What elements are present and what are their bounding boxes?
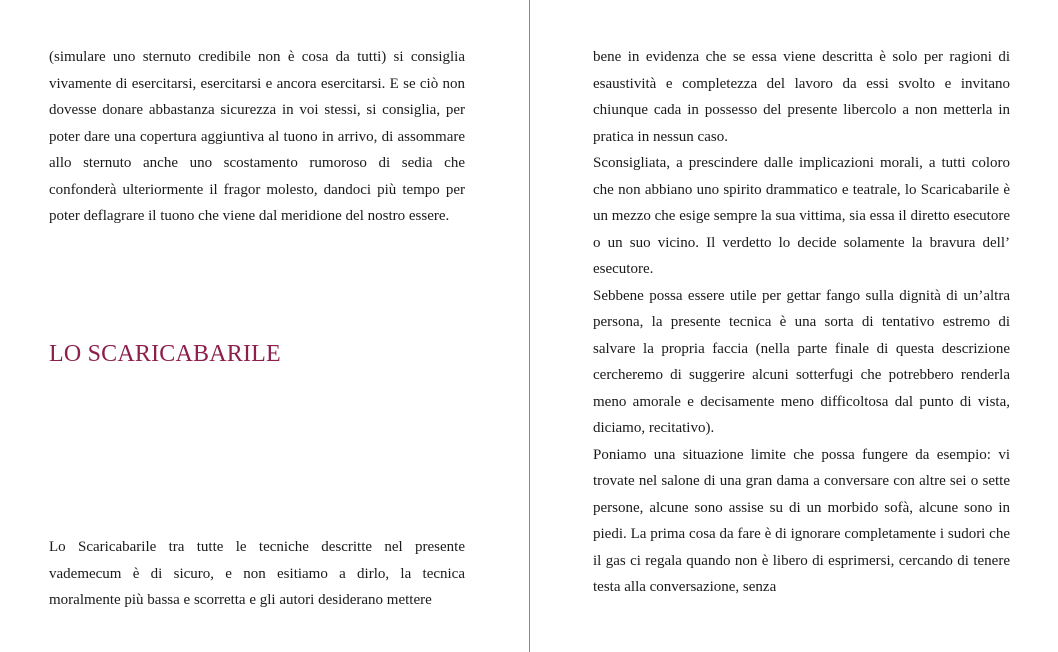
- chapter-title: LO SCARICABARILE: [49, 341, 281, 367]
- paragraph-4: Poniamo una situazione limite che possa fungere da esempio: vi trovate nel salone di una gran dama a conversare con altre sei o sette persone, alcune sono assise su di un morbido sofà, alcune sono in piedi. La prima cosa da fare è di ignorare completamente i sudori che il gas ci regala quando non è libero di esprimersi, cercando di tenere testa alla conversazione, senza: [593, 446, 1010, 595]
- paragraph-1: bene in evidenza che se essa viene descritta è solo per ragioni di esaustività e completezza del lavoro da essi svolto e invitano chiunque cada in possesso del presente libercolo a non metterla in pratica in nessun caso.: [593, 49, 1010, 145]
- paragraph-2: Sconsigliata, a prescindere dalle implicazioni morali, a tutti coloro che non abbiano uno spirito drammatico e teatrale, lo Scaricabarile è un mezzo che esige sempre la sua vittima, sia essa il diretto esecutore o un suo vicino. Il verdetto lo decide solamente la bravura dell’ esecutore.: [593, 155, 1010, 277]
- intro-paragraph: (simulare uno sternuto credibile non è cosa da tutti) si consiglia vivamente di esercitarsi, esercitarsi e ancora esercitarsi. E se ciò non dovesse donare abbastanza sicurezza in voi stessi, si consiglia, per poter dare una copertura aggiuntiva al tuono in arrivo, di assommare allo sternuto anche uno scostamento rumoroso di sedia che confonderà ulteriormente il fragor molesto, dandoci più tempo per poter deflagrare il tuono che viene dal meridione del nostro essere.: [49, 49, 465, 224]
- paragraph-3: Sebbene possa essere utile per gettar fango sulla dignità di un’altra persona, la presente tecnica è una sorta di tentativo estremo di salvare la propria faccia (nella parte finale di questa descrizione cercheremo di suggerire alcuni sotterfugi che potrebbero renderla meno amorale e decisamente meno difficoltosa dal punto di vista, diciamo, recitativo).: [593, 287, 1010, 436]
- right-text-block: [593, 44, 1010, 601]
- intro-text-block: [49, 44, 465, 230]
- right-page: [530, 0, 1058, 652]
- chapter-opening-block: [49, 534, 465, 614]
- chapter-opening-paragraph: Lo Scaricabarile tra tutte le tecniche descritte nel presente vademecum è di sicuro, e non esitiamo a dirlo, la tecnica moralmente più bassa e scorretta e gli autori desiderano mettere: [49, 539, 465, 608]
